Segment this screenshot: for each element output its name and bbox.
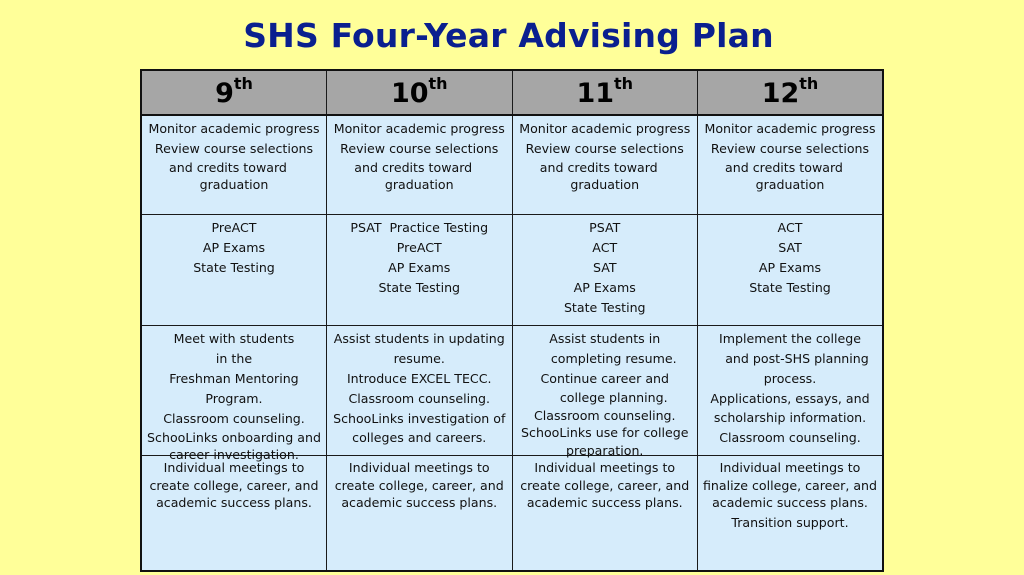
cell-line: Individual meetings to xyxy=(719,460,861,475)
cell-line: in the xyxy=(215,351,253,366)
cell-line: Program. xyxy=(205,391,263,406)
cell-line: SchooLinks use for college xyxy=(521,425,689,440)
table-cell xyxy=(698,215,884,326)
cell-line: Review course selections xyxy=(525,141,684,156)
table-cell xyxy=(512,456,698,572)
cell-line: process. xyxy=(763,371,817,386)
cell-line: SchooLinks onboarding and xyxy=(147,430,321,445)
table-cell xyxy=(512,115,698,215)
cell-line: Assist students in xyxy=(549,331,661,346)
cell-line: SAT xyxy=(592,260,617,275)
cell-line: Continue career and xyxy=(540,371,670,386)
cell-line: Classroom counseling. xyxy=(719,430,861,445)
grade-number: 12 xyxy=(761,77,800,109)
cell-line: Applications, essays, and xyxy=(710,391,870,406)
academic-progress-row xyxy=(141,115,883,215)
table-cell xyxy=(141,456,327,572)
grade-header-9 xyxy=(141,70,327,115)
cell-line: resume. xyxy=(393,351,445,366)
cell-line: completing resume. xyxy=(550,351,677,366)
cell-line: Classroom counseling. xyxy=(533,408,676,423)
table-cell xyxy=(698,326,884,456)
cell-line: SchooLinks investigation of xyxy=(333,411,506,426)
cell-line: AP Exams xyxy=(388,260,451,275)
cell-line: ACT xyxy=(592,240,618,255)
cell-line: preparation. xyxy=(566,443,644,458)
table-cell xyxy=(141,115,327,215)
cell-line: create college, career, and xyxy=(149,477,319,493)
cell-line: Monitor academic progress xyxy=(148,121,320,136)
cell-line: Review course selections xyxy=(710,141,870,156)
cell-line: State Testing xyxy=(563,300,646,315)
table-cell xyxy=(327,115,513,215)
cell-line: and credits toward xyxy=(354,160,473,175)
cell-line: academic success plans. xyxy=(156,495,312,510)
cell-line: PreACT xyxy=(211,220,257,235)
cell-line: Transition support. xyxy=(731,514,849,530)
grade-header-row xyxy=(141,70,883,115)
testing-row xyxy=(141,215,883,326)
cell-line: Freshman Mentoring xyxy=(169,371,299,386)
cell-line: Individual meetings to xyxy=(163,460,305,475)
page-title: SHS Four-Year Advising Plan xyxy=(243,16,774,55)
individual-meetings-row xyxy=(141,456,883,572)
cell-line: Implement the college xyxy=(719,331,861,346)
cell-line: scholarship information. xyxy=(713,410,867,425)
cell-line: AP Exams xyxy=(573,280,636,295)
cell-line: graduation xyxy=(384,177,454,192)
grade-header-11 xyxy=(512,70,698,115)
cell-line: Individual meetings to xyxy=(534,460,676,475)
cell-line: Review course selections xyxy=(340,141,499,156)
cell-line: PreACT xyxy=(396,240,442,255)
cell-line: graduation xyxy=(570,177,640,192)
cell-line: colleges and careers. xyxy=(352,430,487,445)
cell-line: Monitor academic progress xyxy=(704,121,876,136)
cell-line: academic success plans. xyxy=(526,495,683,510)
table-cell xyxy=(327,215,513,326)
cell-line: PSAT xyxy=(589,220,621,235)
cell-line: create college, career, and xyxy=(334,477,504,493)
cell-line: college planning. xyxy=(559,390,668,405)
cell-line: finalize college, career, and xyxy=(702,477,878,493)
cell-line: Monitor academic progress xyxy=(519,121,691,136)
cell-line: Classroom counseling. xyxy=(163,411,305,426)
cell-line: SAT xyxy=(778,240,802,255)
grade-suffix: th xyxy=(799,73,819,93)
cell-line: State Testing xyxy=(749,280,831,295)
cell-line: academic success plans. xyxy=(341,495,498,510)
grade-number: 11 xyxy=(576,77,615,109)
cell-line: Monitor academic progress xyxy=(333,121,505,136)
cell-line: Meet with students xyxy=(173,331,295,346)
table-cell xyxy=(327,456,513,572)
cell-line: and credits toward xyxy=(725,160,843,175)
cell-line: graduation xyxy=(199,177,269,192)
cell-line: career investigation. xyxy=(169,447,299,462)
cell-line: AP Exams xyxy=(758,260,822,275)
grade-header-10 xyxy=(327,70,513,115)
cell-line: create college, career, and xyxy=(520,477,690,493)
advising-plan-table xyxy=(140,69,884,572)
table-cell xyxy=(327,326,513,456)
cell-line: State Testing xyxy=(378,280,461,295)
grade-suffix: th xyxy=(428,73,448,93)
cell-line: and credits toward xyxy=(169,160,287,175)
cell-line: PSAT Practice Testing xyxy=(350,220,489,235)
cell-line: Introduce EXCEL TECC. xyxy=(346,371,492,386)
cell-line: academic success plans. xyxy=(712,495,868,510)
table-cell xyxy=(512,326,698,456)
cell-line: State Testing xyxy=(193,260,275,275)
grade-header-12 xyxy=(698,70,884,115)
cell-line: Classroom counseling. xyxy=(348,391,491,406)
grade-suffix: th xyxy=(233,73,253,93)
table-cell xyxy=(512,215,698,326)
cell-line: and post-SHS planning xyxy=(725,351,869,366)
cell-line: graduation xyxy=(755,177,825,192)
cell-line: Review course selections xyxy=(154,141,314,156)
cell-line: Individual meetings to xyxy=(348,460,490,475)
table-cell xyxy=(141,326,327,462)
table-cell xyxy=(141,215,327,326)
table-cell xyxy=(698,456,884,572)
counseling-row xyxy=(141,326,883,456)
cell-line: AP Exams xyxy=(202,240,266,255)
cell-line: ACT xyxy=(777,220,803,235)
table-cell xyxy=(698,115,884,215)
grade-number: 10 xyxy=(390,77,429,109)
grade-number: 9 xyxy=(215,77,234,109)
cell-line: Assist students in updating xyxy=(333,331,505,346)
grade-suffix: th xyxy=(614,73,634,93)
cell-line: and credits toward xyxy=(539,160,658,175)
